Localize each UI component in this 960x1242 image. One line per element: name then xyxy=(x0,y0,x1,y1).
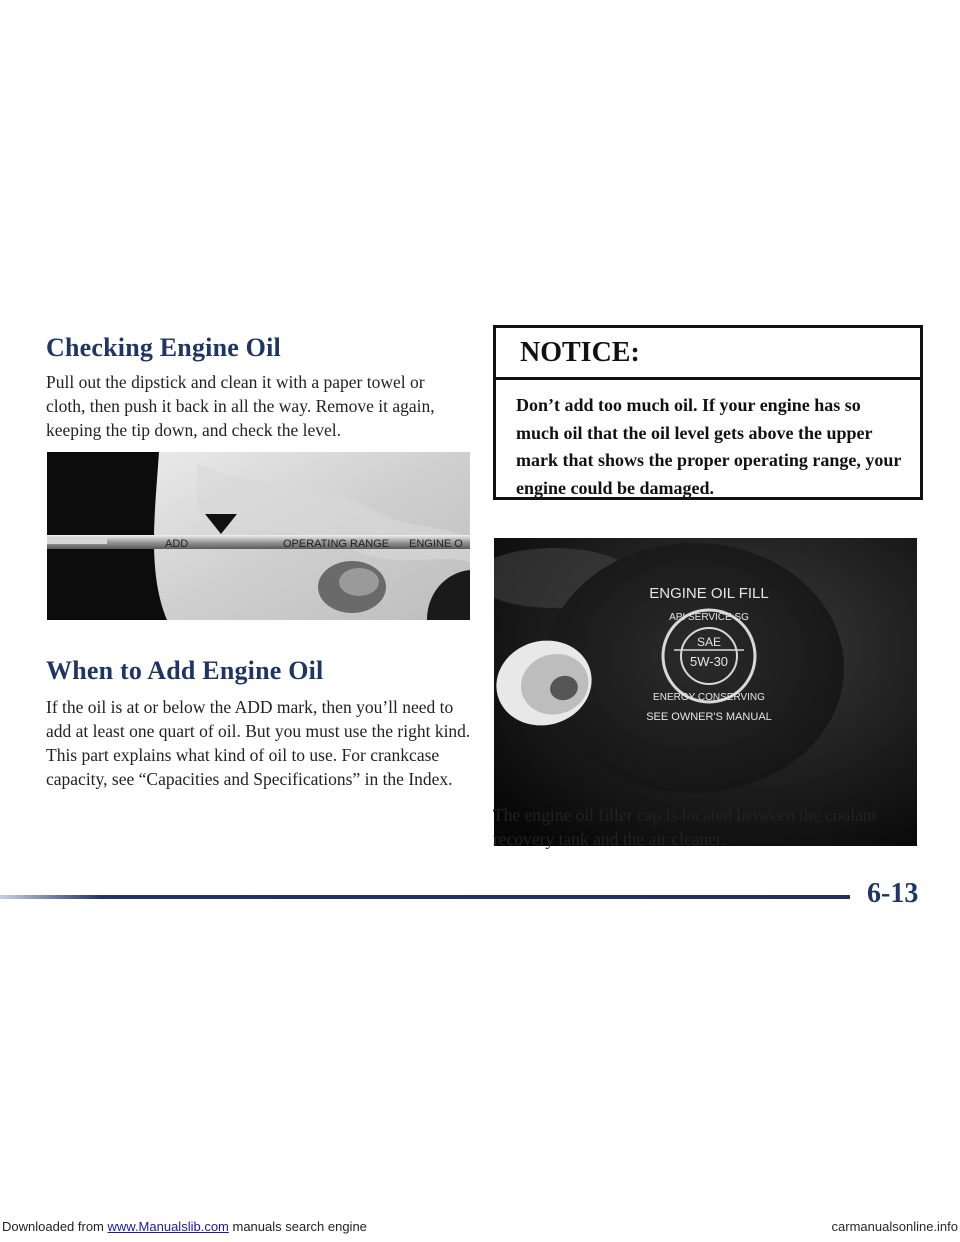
cap-text-ring: ENGINE OIL FILL xyxy=(649,585,769,602)
cap-text-sae: SAE xyxy=(696,635,722,649)
page-number: 6-13 xyxy=(867,878,919,909)
dipstick-photo xyxy=(47,452,470,620)
dipstick-illustration xyxy=(47,452,470,620)
footer-prefix: Downloaded from xyxy=(2,1219,108,1234)
notice-box xyxy=(493,325,923,500)
notice-body: Don’t add too much oil. If your engine has so much oil that the oil level gets above the upper mark that shows the proper operating range, your engine could be damaged. xyxy=(516,395,902,498)
dipstick-label-range: OPERATING RANGE xyxy=(283,538,390,550)
cap-text-api: API SERVICE SG xyxy=(669,612,749,623)
download-footer xyxy=(0,1216,960,1242)
dipstick-label-add: ADD xyxy=(165,538,189,550)
paragraph-checking-oil: Pull out the dipstick and clean it with a paper towel or cloth, then push it back in all the way. Remove it again, keeping the tip down, and check the level. xyxy=(46,372,435,440)
dipstick-label-engine: ENGINE O xyxy=(409,538,463,550)
cap-text-owners: SEE OWNER'S MANUAL xyxy=(646,711,772,723)
heading-checking-engine-oil: Checking Engine Oil xyxy=(46,333,281,362)
paragraph-when-to-add: If the oil is at or below the ADD mark, then you’ll need to add at least one quart of oil. But you must use the right kind. This part explains what kind of oil to use. For crankcase capacity, see “Capacities and Specifications” in the Index. xyxy=(46,697,471,789)
cap-text-energy: ENERGY CONSERVING xyxy=(653,692,765,703)
manualslib-link[interactable]: www.Manualslib.com xyxy=(107,1219,229,1234)
footer-watermark: carmanualsonline.info xyxy=(831,1219,958,1234)
heading-when-to-add-oil: When to Add Engine Oil xyxy=(46,656,324,685)
footer-suffix: manuals search engine xyxy=(228,1219,367,1234)
notice-title: NOTICE: xyxy=(496,328,920,380)
oil-cap-illustration xyxy=(494,538,917,846)
oil-cap-photo xyxy=(494,538,917,846)
caption-oil-cap: The engine oil filler cap is located between the coolant recovery tank and the air cleaner. xyxy=(493,805,877,849)
cap-text-grade: 5W-30 xyxy=(689,654,729,669)
page-rule xyxy=(0,895,850,899)
